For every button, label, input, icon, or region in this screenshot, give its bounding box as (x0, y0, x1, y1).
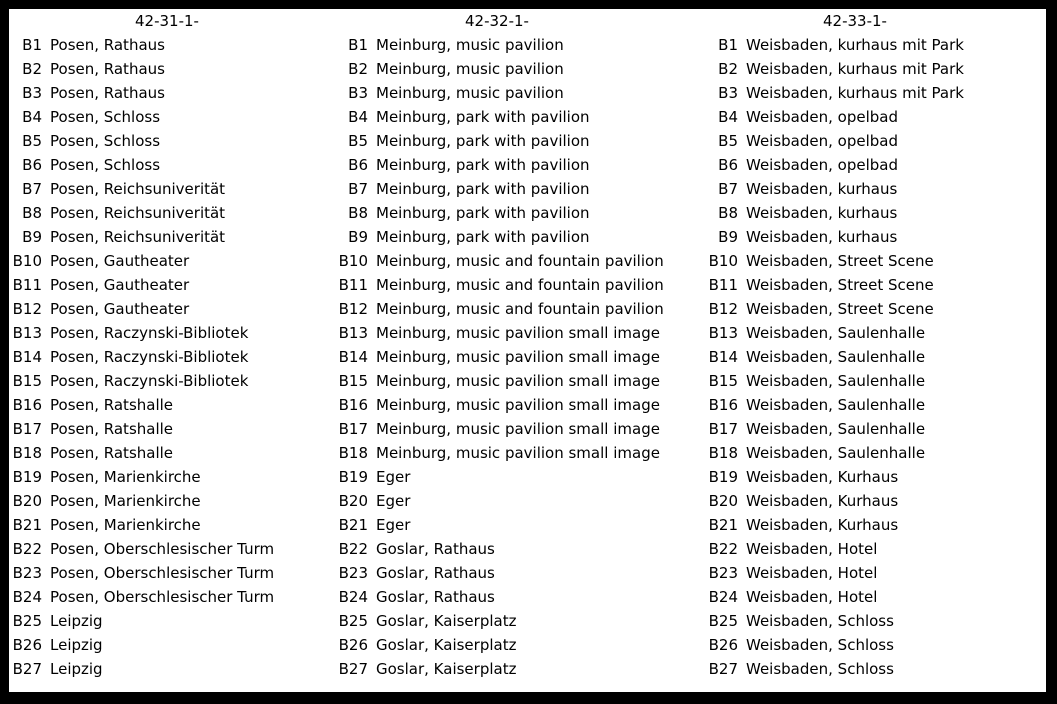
item-label: Posen, Gautheater (50, 300, 190, 318)
list-item (335, 465, 707, 489)
item-label: Weisbaden, Schloss (746, 612, 894, 630)
index-sheet (9, 9, 1046, 692)
item-code: B22 (338, 540, 368, 558)
item-label: Posen, Rathaus (50, 36, 165, 54)
list-item (335, 33, 707, 57)
item-label: Weisbaden, Saulenhalle (746, 324, 926, 342)
item-label: Weisbaden, Kurhaus (746, 516, 899, 534)
item-label: Posen, Rathaus (50, 84, 165, 102)
item-label: Posen, Reichsuniverität (50, 180, 226, 198)
list-item (705, 129, 1045, 153)
item-code: B10 (12, 252, 42, 270)
item-label: Posen, Marienkirche (50, 468, 201, 486)
item-code: B23 (12, 564, 42, 582)
item-code: B3 (348, 84, 368, 102)
list-item (335, 201, 707, 225)
item-label: Meinburg, music pavilion small image (376, 324, 660, 342)
list-item (705, 393, 1045, 417)
item-code: B4 (718, 108, 738, 126)
item-label: Posen, Rathaus (50, 60, 165, 78)
item-label: Eger (376, 492, 411, 510)
item-label: Meinburg, park with pavilion (376, 204, 590, 222)
item-code: B22 (708, 540, 738, 558)
list-item (705, 441, 1045, 465)
item-label: Meinburg, park with pavilion (376, 132, 590, 150)
list-item (335, 153, 707, 177)
item-label: Meinburg, music pavilion (376, 60, 564, 78)
item-code: B13 (338, 324, 368, 342)
item-label: Weisbaden, Hotel (746, 588, 878, 606)
list-item (705, 201, 1045, 225)
item-label: Goslar, Kaiserplatz (376, 636, 517, 654)
list-item (9, 321, 339, 345)
item-label: Posen, Reichsuniverität (50, 228, 226, 246)
list-item (705, 57, 1045, 81)
list-item (705, 321, 1045, 345)
item-label: Posen, Raczynski-Bibliotek (50, 372, 249, 390)
list-item (705, 489, 1045, 513)
item-code: B14 (12, 348, 42, 366)
list-item (705, 81, 1045, 105)
item-label: Leipzig (50, 636, 103, 654)
list-item (9, 513, 339, 537)
list-item (9, 201, 339, 225)
list-item (9, 105, 339, 129)
column-42-32-1 (335, 9, 707, 681)
item-code: B18 (338, 444, 368, 462)
item-code: B20 (12, 492, 42, 510)
list-item (335, 585, 707, 609)
list-item (335, 321, 707, 345)
list-item (705, 417, 1045, 441)
column-header: 42-32-1- (465, 12, 529, 30)
list-item (335, 417, 707, 441)
item-code: B14 (708, 348, 738, 366)
list-item (335, 561, 707, 585)
item-label: Weisbaden, kurhaus (746, 228, 898, 246)
list-item (9, 369, 339, 393)
item-label: Posen, Oberschlesischer Turm (50, 564, 275, 582)
list-item (705, 369, 1045, 393)
list-item (705, 297, 1045, 321)
list-item (705, 537, 1045, 561)
item-label: Weisbaden, Kurhaus (746, 468, 899, 486)
item-code: B3 (22, 84, 42, 102)
list-item (9, 561, 339, 585)
item-code: B12 (12, 300, 42, 318)
item-code: B16 (708, 396, 738, 414)
item-label: Goslar, Kaiserplatz (376, 660, 517, 678)
item-label: Meinburg, music pavilion small image (376, 444, 660, 462)
item-code: B12 (708, 300, 738, 318)
item-code: B7 (718, 180, 738, 198)
list-item (705, 273, 1045, 297)
list-item (705, 465, 1045, 489)
item-code: B5 (22, 132, 42, 150)
list-item (9, 537, 339, 561)
item-label: Meinburg, music pavilion (376, 36, 564, 54)
list-item (335, 273, 707, 297)
item-label: Eger (376, 516, 411, 534)
item-label: Weisbaden, Saulenhalle (746, 444, 926, 462)
item-label: Posen, Oberschlesischer Turm (50, 540, 275, 558)
item-label: Goslar, Kaiserplatz (376, 612, 517, 630)
item-label: Weisbaden, kurhaus (746, 204, 898, 222)
list-item (335, 441, 707, 465)
item-label: Posen, Ratshalle (50, 444, 174, 462)
item-code: B13 (12, 324, 42, 342)
item-label: Posen, Raczynski-Bibliotek (50, 348, 249, 366)
item-code: B18 (708, 444, 738, 462)
item-label: Weisbaden, opelbad (746, 156, 898, 174)
item-code: B13 (708, 324, 738, 342)
list-item (9, 249, 339, 273)
item-label: Weisbaden, kurhaus mit Park (746, 84, 964, 102)
item-code: B7 (348, 180, 368, 198)
list-item (705, 33, 1045, 57)
item-label: Weisbaden, Saulenhalle (746, 420, 926, 438)
item-label: Meinburg, music and fountain pavilion (376, 300, 664, 318)
item-label: Weisbaden, Hotel (746, 540, 878, 558)
item-label: Meinburg, music pavilion small image (376, 348, 660, 366)
item-label: Weisbaden, kurhaus (746, 180, 898, 198)
list-item (705, 105, 1045, 129)
list-item (335, 129, 707, 153)
item-code: B24 (12, 588, 42, 606)
item-code: B6 (348, 156, 368, 174)
item-label: Posen, Marienkirche (50, 492, 201, 510)
list-item (335, 297, 707, 321)
item-label: Weisbaden, Street Scene (746, 252, 934, 270)
item-code: B9 (718, 228, 738, 246)
list-item (9, 633, 339, 657)
item-code: B3 (718, 84, 738, 102)
item-code: B19 (338, 468, 368, 486)
item-code: B17 (12, 420, 42, 438)
list-item (335, 105, 707, 129)
list-item (335, 177, 707, 201)
item-label: Posen, Ratshalle (50, 396, 174, 414)
list-item (335, 81, 707, 105)
list-item (705, 177, 1045, 201)
item-code: B19 (12, 468, 42, 486)
item-label: Leipzig (50, 612, 103, 630)
item-code: B19 (708, 468, 738, 486)
item-label: Weisbaden, Saulenhalle (746, 396, 926, 414)
item-label: Meinburg, music pavilion (376, 84, 564, 102)
list-item (9, 489, 339, 513)
item-code: B20 (708, 492, 738, 510)
item-label: Weisbaden, Kurhaus (746, 492, 899, 510)
list-item (9, 225, 339, 249)
item-code: B15 (708, 372, 738, 390)
item-code: B21 (12, 516, 42, 534)
item-code: B15 (338, 372, 368, 390)
list-item (9, 585, 339, 609)
item-code: B9 (348, 228, 368, 246)
list-item (9, 273, 339, 297)
list-item (9, 153, 339, 177)
list-item (705, 153, 1045, 177)
list-item (705, 249, 1045, 273)
list-item (335, 609, 707, 633)
item-label: Weisbaden, Saulenhalle (746, 372, 926, 390)
item-label: Posen, Gautheater (50, 252, 190, 270)
item-code: B5 (718, 132, 738, 150)
list-item (335, 249, 707, 273)
item-label: Weisbaden, Street Scene (746, 300, 934, 318)
list-item (705, 345, 1045, 369)
list-item (9, 129, 339, 153)
item-label: Meinburg, park with pavilion (376, 156, 590, 174)
item-label: Posen, Gautheater (50, 276, 190, 294)
item-code: B21 (708, 516, 738, 534)
item-code: B23 (708, 564, 738, 582)
list-item (705, 633, 1045, 657)
column-rows (335, 33, 707, 681)
item-label: Weisbaden, Street Scene (746, 276, 934, 294)
item-code: B27 (12, 660, 42, 678)
item-label: Meinburg, music and fountain pavilion (376, 252, 664, 270)
list-item (705, 609, 1045, 633)
list-item (335, 537, 707, 561)
item-code: B24 (338, 588, 368, 606)
item-label: Goslar, Rathaus (376, 588, 495, 606)
item-code: B10 (338, 252, 368, 270)
list-item (335, 489, 707, 513)
item-code: B26 (338, 636, 368, 654)
item-code: B1 (718, 36, 738, 54)
item-code: B7 (22, 180, 42, 198)
column-header: 42-33-1- (823, 12, 887, 30)
item-code: B4 (22, 108, 42, 126)
list-item (705, 657, 1045, 681)
column-rows (9, 33, 339, 681)
item-code: B11 (12, 276, 42, 294)
column-42-33-1 (705, 9, 1045, 681)
item-label: Meinburg, music pavilion small image (376, 396, 660, 414)
list-item (9, 417, 339, 441)
list-item (9, 177, 339, 201)
item-label: Posen, Schloss (50, 108, 161, 126)
item-code: B17 (708, 420, 738, 438)
item-label: Posen, Schloss (50, 132, 161, 150)
item-label: Meinburg, music pavilion small image (376, 420, 660, 438)
item-label: Weisbaden, kurhaus mit Park (746, 36, 964, 54)
item-code: B10 (708, 252, 738, 270)
item-code: B2 (718, 60, 738, 78)
item-code: B8 (22, 204, 42, 222)
item-code: B1 (22, 36, 42, 54)
item-label: Weisbaden, Schloss (746, 636, 894, 654)
item-code: B23 (338, 564, 368, 582)
item-label: Eger (376, 468, 411, 486)
item-code: B16 (12, 396, 42, 414)
item-label: Posen, Marienkirche (50, 516, 201, 534)
list-item (9, 657, 339, 681)
item-code: B18 (12, 444, 42, 462)
item-code: B6 (718, 156, 738, 174)
item-code: B5 (348, 132, 368, 150)
list-item (705, 585, 1045, 609)
list-item (335, 633, 707, 657)
column-rows (705, 33, 1045, 681)
list-item (9, 81, 339, 105)
item-code: B2 (22, 60, 42, 78)
item-code: B14 (338, 348, 368, 366)
item-code: B22 (12, 540, 42, 558)
item-code: B17 (338, 420, 368, 438)
item-code: B27 (708, 660, 738, 678)
list-item (9, 57, 339, 81)
column-42-31-1 (9, 9, 339, 681)
item-code: B8 (348, 204, 368, 222)
list-item (9, 465, 339, 489)
list-item (335, 393, 707, 417)
item-label: Weisbaden, opelbad (746, 132, 898, 150)
item-label: Meinburg, music and fountain pavilion (376, 276, 664, 294)
item-code: B1 (348, 36, 368, 54)
item-code: B21 (338, 516, 368, 534)
item-label: Posen, Schloss (50, 156, 161, 174)
list-item (335, 345, 707, 369)
list-item (705, 225, 1045, 249)
item-code: B8 (718, 204, 738, 222)
list-item (9, 297, 339, 321)
item-code: B16 (338, 396, 368, 414)
item-label: Posen, Raczynski-Bibliotek (50, 324, 249, 342)
item-code: B24 (708, 588, 738, 606)
item-code: B25 (708, 612, 738, 630)
list-item (9, 441, 339, 465)
item-label: Meinburg, park with pavilion (376, 228, 590, 246)
item-code: B12 (338, 300, 368, 318)
item-label: Weisbaden, Schloss (746, 660, 894, 678)
item-label: Weisbaden, Hotel (746, 564, 878, 582)
item-label: Goslar, Rathaus (376, 540, 495, 558)
item-code: B6 (22, 156, 42, 174)
list-item (335, 225, 707, 249)
item-code: B15 (12, 372, 42, 390)
item-label: Meinburg, park with pavilion (376, 180, 590, 198)
item-code: B11 (708, 276, 738, 294)
list-item (335, 369, 707, 393)
item-label: Weisbaden, kurhaus mit Park (746, 60, 964, 78)
list-item (335, 513, 707, 537)
item-label: Leipzig (50, 660, 103, 678)
item-code: B26 (12, 636, 42, 654)
item-code: B25 (12, 612, 42, 630)
list-item (335, 57, 707, 81)
item-label: Goslar, Rathaus (376, 564, 495, 582)
list-item (9, 393, 339, 417)
item-label: Posen, Ratshalle (50, 420, 174, 438)
list-item (9, 609, 339, 633)
item-label: Meinburg, park with pavilion (376, 108, 590, 126)
item-code: B4 (348, 108, 368, 126)
item-label: Posen, Oberschlesischer Turm (50, 588, 275, 606)
list-item (335, 657, 707, 681)
item-code: B26 (708, 636, 738, 654)
column-header: 42-31-1- (135, 12, 199, 30)
item-code: B9 (22, 228, 42, 246)
list-item (9, 33, 339, 57)
item-label: Weisbaden, Saulenhalle (746, 348, 926, 366)
list-item (9, 345, 339, 369)
item-label: Posen, Reichsuniverität (50, 204, 226, 222)
item-label: Weisbaden, opelbad (746, 108, 898, 126)
item-code: B11 (338, 276, 368, 294)
item-code: B25 (338, 612, 368, 630)
item-label: Meinburg, music pavilion small image (376, 372, 660, 390)
list-item (705, 561, 1045, 585)
item-code: B2 (348, 60, 368, 78)
list-item (705, 513, 1045, 537)
item-code: B20 (338, 492, 368, 510)
item-code: B27 (338, 660, 368, 678)
